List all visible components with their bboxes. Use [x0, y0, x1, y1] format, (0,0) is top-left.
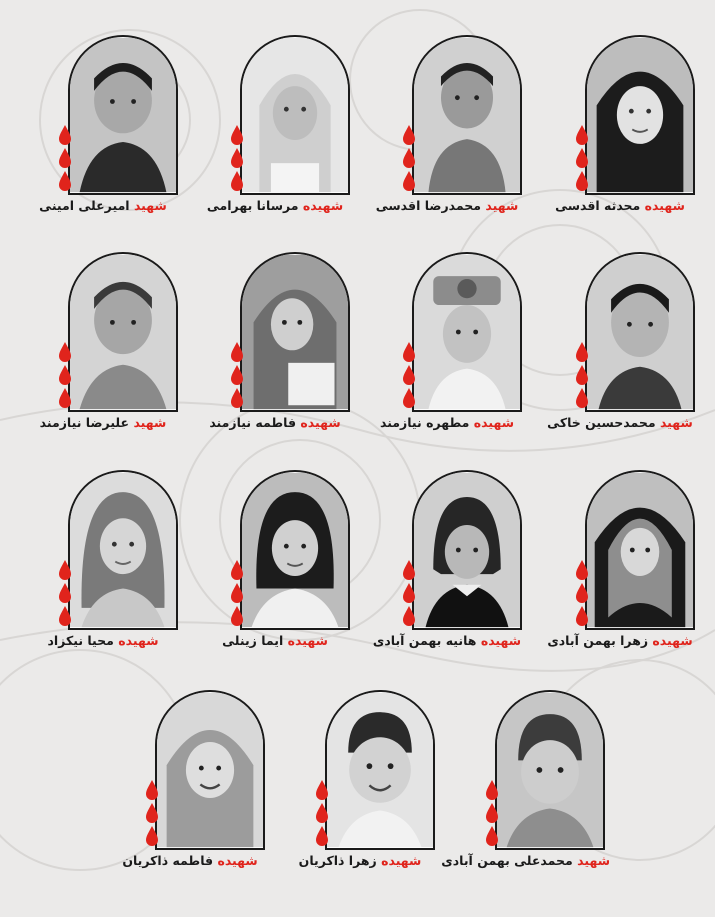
- martyr-card: [23, 35, 183, 235]
- portrait-frame: [68, 35, 178, 195]
- portrait-frame: [68, 252, 178, 412]
- martyr-caption: [441, 853, 610, 868]
- blood-drops: [144, 778, 160, 848]
- portrait-frame: [585, 252, 695, 412]
- title-prefix: شهیده: [480, 633, 522, 648]
- blood-drops: [314, 778, 330, 848]
- title-prefix: شهیده: [644, 198, 685, 213]
- martyr-card: [540, 252, 700, 452]
- girl-portrait-icon: [70, 472, 176, 628]
- blood-drops: [401, 558, 417, 628]
- martyr-card: [280, 690, 440, 890]
- portrait-frame: [585, 35, 695, 195]
- boy-portrait-icon: [70, 37, 176, 193]
- portrait-frame: [412, 35, 522, 195]
- martyr-name: محدثه اقدسی: [555, 198, 641, 213]
- martyr-caption: [23, 198, 183, 213]
- martyr-name: ایما زینلی: [222, 633, 284, 648]
- martyr-card: [441, 690, 610, 890]
- girl-hijab-portrait-icon: [587, 472, 693, 628]
- blood-drops: [57, 340, 73, 410]
- title-prefix: شهید: [577, 853, 610, 868]
- martyr-name: فاطمه ذاکریان: [122, 853, 214, 868]
- blood-drops: [57, 558, 73, 628]
- martyr-caption: [23, 415, 183, 430]
- title-prefix: شهیده: [381, 853, 422, 868]
- martyr-caption: [540, 198, 700, 213]
- title-prefix: شهیده: [118, 633, 159, 648]
- martyr-card: [23, 252, 183, 452]
- blood-drops: [574, 340, 590, 410]
- martyr-name: زهرا ذاکریان: [298, 853, 377, 868]
- portrait-frame: [68, 470, 178, 630]
- martyr-caption: [540, 415, 700, 430]
- blood-drops: [57, 123, 73, 193]
- portrait-frame: [585, 470, 695, 630]
- portrait-frame: [495, 690, 605, 850]
- martyr-card: [540, 470, 700, 670]
- girl-crown-portrait-icon: [414, 254, 520, 410]
- girl-portrait-icon: [414, 472, 520, 628]
- martyr-card: [195, 252, 355, 452]
- baby-portrait-icon: [327, 692, 433, 848]
- martyr-caption: [367, 198, 527, 213]
- martyr-caption: [110, 853, 270, 868]
- martyr-name: محمدرضا اقدسی: [375, 198, 482, 213]
- martyr-card: [195, 470, 355, 670]
- martyr-card: [195, 35, 355, 235]
- title-prefix: شهید: [659, 415, 693, 430]
- martyr-name: محیا نیکزاد: [47, 633, 114, 648]
- portrait-frame: [412, 470, 522, 630]
- boy-portrait-icon: [587, 254, 693, 410]
- martyr-caption: [195, 198, 355, 213]
- baby-portrait-icon: [497, 692, 603, 848]
- blood-drops: [484, 778, 500, 848]
- girl-hijab-portrait-icon: [157, 692, 263, 848]
- blood-drops: [229, 340, 245, 410]
- martyr-name: مطهره نیازمند: [379, 415, 470, 430]
- martyr-caption: [367, 415, 527, 430]
- martyr-caption: [367, 633, 527, 648]
- martyr-card: [110, 690, 270, 890]
- martyr-name: فاطمه نیازمند: [209, 415, 297, 430]
- blood-drops: [229, 558, 245, 628]
- girl-hijab-portrait-icon: [242, 254, 348, 410]
- martyr-name: مرسانا بهرامی: [206, 198, 299, 213]
- martyr-name: امیرعلی امینی: [39, 198, 130, 213]
- blood-drops: [574, 123, 590, 193]
- title-prefix: شهید: [133, 415, 167, 430]
- title-prefix: شهیده: [217, 853, 258, 868]
- portrait-frame: [412, 252, 522, 412]
- girl-hijab-portrait-icon: [242, 37, 348, 193]
- portrait-frame: [240, 252, 350, 412]
- title-prefix: شهید: [485, 198, 519, 213]
- girl-hijab-portrait-icon: [587, 37, 693, 193]
- portrait-frame: [325, 690, 435, 850]
- martyr-name: علیرضا نیازمند: [39, 415, 130, 430]
- title-prefix: شهیده: [302, 198, 344, 213]
- blood-drops: [401, 340, 417, 410]
- martyr-card: [367, 252, 527, 452]
- martyr-name: محمدحسین خاکی: [547, 415, 656, 430]
- martyr-caption: [540, 633, 700, 648]
- martyr-caption: [195, 633, 355, 648]
- martyr-name: محمدعلی بهمن آبادی: [441, 853, 573, 868]
- title-prefix: شهید: [133, 198, 167, 213]
- blood-drops: [401, 123, 417, 193]
- title-prefix: شهیده: [473, 415, 515, 430]
- girl-portrait-icon: [242, 472, 348, 628]
- title-prefix: شهیده: [287, 633, 328, 648]
- martyr-name: زهرا بهمن آبادی: [547, 633, 649, 648]
- blood-drops: [574, 558, 590, 628]
- title-prefix: شهیده: [300, 415, 341, 430]
- martyr-name: هانیه بهمن آبادی: [372, 633, 477, 648]
- martyr-card: [540, 35, 700, 235]
- portrait-frame: [240, 470, 350, 630]
- boy-portrait-icon: [414, 37, 520, 193]
- martyr-caption: [280, 853, 440, 868]
- boy-portrait-icon: [70, 254, 176, 410]
- martyr-caption: [23, 633, 183, 648]
- portrait-frame: [240, 35, 350, 195]
- blood-drops: [229, 123, 245, 193]
- portrait-frame: [155, 690, 265, 850]
- martyr-caption: [195, 415, 355, 430]
- martyr-card: [367, 470, 527, 670]
- title-prefix: شهیده: [652, 633, 693, 648]
- martyr-card: [367, 35, 527, 235]
- martyr-card: [23, 470, 183, 670]
